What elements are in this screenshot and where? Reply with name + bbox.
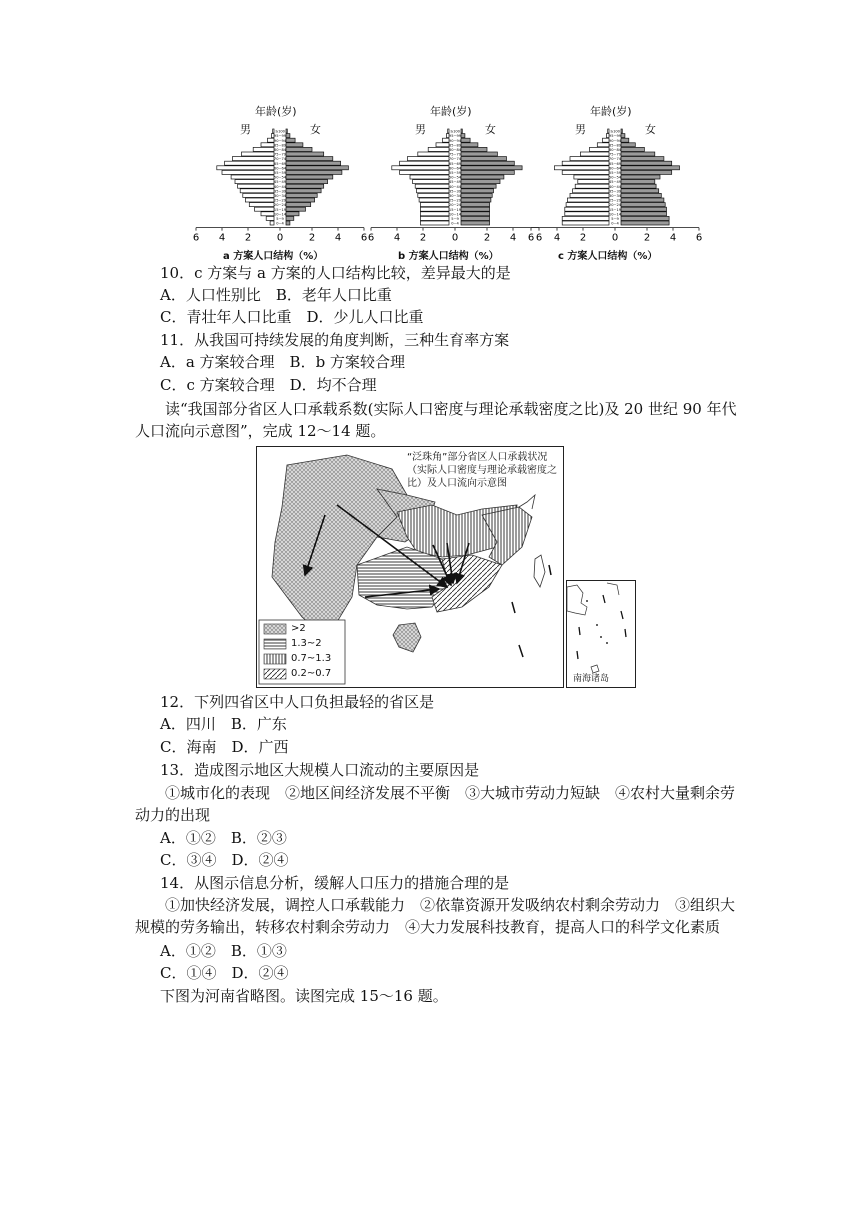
female-bar — [286, 170, 342, 174]
x-tick-label: 4 — [334, 232, 342, 244]
age-group-label: 75~79 — [273, 152, 287, 157]
male-bar — [240, 189, 274, 193]
male-bar — [597, 143, 609, 147]
legend-item-4: 0.2~0.7 — [291, 668, 332, 679]
male-bar — [420, 216, 449, 220]
male-bar — [573, 189, 609, 193]
female-bar — [621, 198, 664, 202]
male-bar — [567, 198, 609, 202]
pyramid-a-caption: a 方案人口结构（%） — [223, 251, 324, 262]
age-group-label: ≥100 — [450, 129, 460, 134]
female-bar — [621, 157, 664, 161]
age-group-label: 85~89 — [608, 143, 622, 148]
female-bar — [286, 129, 287, 133]
male-bar — [575, 184, 609, 188]
age-group-label: 20~24 — [608, 203, 622, 208]
q13-statements: ①城市化的表现 ②地区间经济发展不平衡 ③大城市劳动力短缺 ④农村大量剩余劳动力的出现 — [135, 784, 736, 824]
x-tick-label: 6 — [192, 232, 200, 244]
female-bar — [621, 203, 665, 207]
female-bar — [621, 216, 669, 220]
x-tick-label: 0 — [451, 232, 459, 244]
age-group-label: 30~34 — [273, 194, 287, 198]
male-bar — [255, 207, 275, 211]
age-group-label: 30~34 — [448, 194, 462, 198]
age-group-label: 45~49 — [273, 180, 287, 185]
male-bar — [270, 221, 274, 225]
female-bar — [461, 212, 490, 216]
male-bar — [225, 161, 274, 165]
female-bar — [461, 221, 490, 225]
age-group-label: 5~9 — [611, 217, 619, 221]
male-bar — [413, 180, 449, 184]
female-bar — [461, 198, 491, 202]
x-tick-label: 2 — [483, 232, 491, 244]
x-tick-label: 0 — [611, 232, 619, 244]
age-group-label: 20~24 — [273, 203, 287, 208]
female-bar — [286, 212, 299, 216]
x-tick-label: 2 — [308, 232, 316, 244]
female-bar — [286, 175, 333, 179]
q13-options-row1: A．①② B．②③ — [160, 829, 287, 847]
male-bar — [238, 184, 274, 188]
pyramid-c — [527, 103, 703, 263]
age-group-label: 10~14 — [448, 212, 462, 217]
male-label: 男 — [240, 123, 251, 136]
female-bar — [286, 161, 341, 165]
male-bar — [261, 143, 274, 147]
female-label: 女 — [645, 123, 656, 136]
age-axis-label: 年龄(岁) — [590, 105, 632, 118]
male-bar — [400, 161, 449, 165]
female-bar — [461, 147, 487, 151]
female-bar — [461, 143, 478, 147]
age-group-label: 80~84 — [273, 148, 287, 152]
x-tick-label: 4 — [669, 232, 677, 244]
male-bar — [590, 147, 610, 151]
age-group-label: 70~74 — [608, 157, 622, 162]
q10-options-row1: A．人口性别比 B．老年人口比重 — [160, 286, 392, 304]
male-bar — [249, 203, 274, 207]
female-bar — [621, 221, 669, 225]
q11-stem: 11．从我国可持续发展的角度判断，三种生育率方案 — [160, 331, 510, 349]
male-bar — [407, 157, 449, 161]
male-label: 男 — [575, 123, 586, 136]
age-group-label: 70~74 — [273, 157, 287, 162]
age-group-label: 80~84 — [608, 148, 622, 152]
female-bar — [461, 170, 514, 174]
intro-12-14: 读“我国部分省区人口承载系数(实际人口密度与理论承载密度之比)及 20 世纪 90 年代人口流向示意图”，完成 12～14 题。 — [135, 400, 737, 440]
female-bar — [621, 170, 672, 174]
male-bar — [554, 166, 609, 170]
age-group-label: 35~39 — [608, 189, 622, 194]
x-tick-label: 6 — [527, 232, 535, 244]
age-group-label: 65~69 — [608, 161, 622, 166]
q11-options-row1: A．a 方案较合理 B．b 方案较合理 — [160, 353, 405, 371]
age-group-label: 70~74 — [448, 157, 462, 162]
x-tick-label: 2 — [419, 232, 427, 244]
age-group-label: 35~39 — [448, 189, 462, 194]
age-axis-label: 年龄(岁) — [255, 105, 297, 118]
age-group-label: 95~99 — [608, 134, 622, 139]
population-map — [256, 446, 564, 688]
x-tick-label: 6 — [367, 232, 375, 244]
age-group-label: 30~34 — [608, 194, 622, 198]
male-bar — [243, 193, 274, 197]
male-bar — [231, 175, 274, 179]
age-group-label: 40~44 — [448, 184, 462, 189]
age-group-label: 5~9 — [276, 217, 284, 221]
female-bar — [621, 147, 644, 151]
age-group-label: 25~29 — [608, 198, 622, 203]
age-group-label: 10~14 — [608, 212, 622, 217]
male-bar — [222, 170, 274, 174]
male-bar — [217, 166, 274, 170]
female-bar — [621, 134, 625, 138]
female-bar — [461, 207, 490, 211]
female-bar — [286, 147, 312, 151]
pyramid-a — [192, 103, 368, 263]
female-bar — [621, 152, 655, 156]
age-group-label: 55~59 — [608, 171, 622, 175]
male-bar — [273, 129, 274, 133]
pyramid-c-caption: c 方案人口结构（%） — [558, 251, 658, 262]
age-group-label: 25~29 — [448, 198, 462, 203]
male-bar — [392, 166, 449, 170]
x-tick-label: 6 — [535, 232, 543, 244]
x-tick-label: 4 — [509, 232, 517, 244]
age-group-label: 60~64 — [273, 166, 287, 171]
age-group-label: ≥100 — [610, 129, 620, 134]
male-bar — [566, 203, 609, 207]
age-group-label: 10~14 — [273, 212, 287, 217]
q13-options-row2: C．③④ D．②④ — [160, 851, 289, 869]
female-bar — [621, 161, 672, 165]
female-bar — [286, 207, 306, 211]
female-bar — [461, 189, 494, 193]
age-group-label: 40~44 — [608, 184, 622, 189]
male-bar — [420, 203, 449, 207]
male-bar — [400, 170, 449, 174]
female-bar — [286, 184, 324, 188]
female-bar — [286, 216, 294, 220]
q14-options-row2: C．①④ D．②④ — [160, 964, 289, 982]
female-bar — [621, 175, 660, 179]
female-bar — [286, 152, 324, 156]
female-bar — [621, 166, 680, 170]
x-tick-label: 2 — [579, 232, 587, 244]
female-bar — [461, 134, 465, 138]
female-bar — [286, 189, 321, 193]
age-group-label: 90~94 — [448, 138, 462, 143]
female-bar — [621, 212, 667, 216]
male-bar — [418, 152, 449, 156]
q14-options-row1: A．①② B．①③ — [160, 942, 287, 960]
male-bar — [242, 152, 275, 156]
male-bar — [419, 198, 449, 202]
female-bar — [461, 157, 507, 161]
female-bar — [286, 198, 315, 202]
age-group-label: 95~99 — [273, 134, 287, 139]
q12-options-row1: A．四川 B．广东 — [160, 715, 287, 733]
x-tick-label: 6 — [695, 232, 703, 244]
age-group-label: 20~24 — [448, 203, 462, 208]
age-group-label: 35~39 — [273, 189, 287, 194]
female-bar — [621, 193, 661, 197]
x-tick-label: 4 — [393, 232, 401, 244]
female-bar — [621, 184, 656, 188]
female-bar — [286, 134, 290, 138]
female-bar — [461, 175, 504, 179]
intro-15-16: 下图为河南省略图。读图完成 15～16 题。 — [160, 987, 448, 1005]
female-bar — [286, 221, 290, 225]
female-bar — [286, 203, 311, 207]
female-bar — [461, 216, 490, 220]
age-group-label: 0~4 — [276, 221, 284, 226]
female-bar — [461, 138, 470, 142]
age-group-label: 55~59 — [273, 171, 287, 175]
female-bar — [461, 203, 490, 207]
pyramid-b — [367, 103, 543, 263]
age-group-label: 65~69 — [448, 161, 462, 166]
male-bar — [245, 198, 274, 202]
male-bar — [570, 193, 609, 197]
age-group-label: 25~29 — [273, 198, 287, 203]
age-group-label: 90~94 — [273, 138, 287, 143]
female-bar — [461, 161, 514, 165]
age-group-label: 45~49 — [448, 180, 462, 185]
female-bar — [461, 166, 522, 170]
inset-drawing — [567, 581, 635, 687]
age-group-label: 80~84 — [448, 148, 462, 152]
female-bar — [286, 166, 348, 170]
female-bar — [461, 180, 500, 184]
age-group-label: 15~19 — [448, 207, 462, 212]
age-group-label: 50~54 — [448, 175, 462, 180]
male-bar — [574, 175, 609, 179]
female-bar — [286, 157, 333, 161]
age-group-label: 40~44 — [273, 184, 287, 189]
female-bar — [621, 180, 655, 184]
male-bar — [253, 147, 274, 151]
age-group-label: 95~99 — [448, 134, 462, 139]
pyramid-a-chart — [192, 123, 368, 248]
x-tick-label: 2 — [643, 232, 651, 244]
male-bar — [578, 180, 609, 184]
male-bar — [415, 184, 449, 188]
age-group-label: ≥100 — [275, 129, 285, 134]
age-group-label: 15~19 — [273, 207, 287, 212]
inset-label: 南海诸岛 — [573, 674, 610, 684]
map-title: “泛珠角”部分省区人口承载状况（实际人口密度与理论承载密度之比）及人口流向示意图 — [407, 452, 557, 489]
female-bar — [461, 193, 492, 197]
male-bar — [562, 170, 609, 174]
q12-stem: 12．下列四省区中人口负担最轻的省区是 — [160, 693, 435, 711]
female-bar — [286, 143, 303, 147]
south-china-sea-inset — [566, 580, 636, 688]
female-bar — [621, 143, 635, 147]
male-bar — [580, 152, 609, 156]
age-group-label: 75~79 — [608, 152, 622, 157]
age-group-label: 50~54 — [273, 175, 287, 180]
female-bar — [621, 129, 622, 133]
female-label: 女 — [310, 123, 321, 136]
male-bar — [436, 143, 449, 147]
female-bar — [621, 189, 659, 193]
male-bar — [417, 189, 450, 193]
age-group-label: 45~49 — [608, 180, 622, 185]
age-group-label: 75~79 — [448, 152, 462, 157]
male-bar — [420, 212, 449, 216]
age-group-label: 85~89 — [448, 143, 462, 148]
pyramid-b-caption: b 方案人口结构（%） — [398, 251, 499, 262]
age-group-label: 0~4 — [451, 221, 459, 226]
female-bar — [286, 180, 328, 184]
q13-stem: 13．造成图示地区大规模人口流动的主要原因是 — [160, 761, 480, 779]
q14-statements: ①加快经济发展，调控人口承载能力 ②依靠资源开发吸纳农村剩余劳动力 ③组织大规模的劳务输出，转移农村剩余劳动力 ④大力发展科技教育，提高人口的科学文化素质 — [135, 896, 736, 936]
q11-options-row2: C．c 方案较合理 D．均不合理 — [160, 376, 377, 394]
male-bar — [266, 216, 274, 220]
female-bar — [286, 138, 295, 142]
pyramid-b-chart — [367, 123, 543, 248]
male-bar — [232, 157, 274, 161]
x-tick-label: 6 — [360, 232, 368, 244]
male-bar — [565, 207, 609, 211]
male-bar — [562, 161, 609, 165]
q10-stem: 10．c 方案与 a 方案的人口结构比较，差异最大的是 — [160, 264, 511, 282]
male-bar — [562, 221, 609, 225]
female-bar — [461, 152, 497, 156]
female-bar — [621, 207, 667, 211]
age-group-label: 50~54 — [608, 175, 622, 180]
male-bar — [570, 157, 609, 161]
male-bar — [565, 212, 609, 216]
q12-options-row2: C．海南 D．广西 — [160, 738, 289, 756]
male-bar — [261, 212, 274, 216]
male-bar — [448, 129, 449, 133]
male-bar — [420, 207, 449, 211]
x-tick-label: 4 — [218, 232, 226, 244]
q10-options-row2: C．青壮年人口比重 D．少儿人口比重 — [160, 308, 424, 326]
age-group-label: 60~64 — [608, 166, 622, 171]
male-bar — [418, 193, 449, 197]
legend-item-3: 0.7~1.3 — [291, 653, 332, 664]
age-group-label: 15~19 — [608, 207, 622, 212]
female-bar — [621, 138, 629, 142]
age-group-label: 5~9 — [451, 217, 459, 221]
age-group-label: 65~69 — [273, 161, 287, 166]
female-label: 女 — [485, 123, 496, 136]
age-group-label: 55~59 — [448, 171, 462, 175]
male-bar — [235, 180, 274, 184]
pyramid-c-chart — [527, 123, 703, 248]
age-group-label: 0~4 — [611, 221, 619, 226]
age-group-label: 60~64 — [448, 166, 462, 171]
male-bar — [410, 175, 449, 179]
female-bar — [461, 184, 496, 188]
male-bar — [608, 129, 609, 133]
female-bar — [286, 193, 317, 197]
male-bar — [562, 216, 609, 220]
age-group-label: 90~94 — [608, 138, 622, 143]
x-tick-label: 2 — [244, 232, 252, 244]
legend-item-2: 1.3~2 — [291, 638, 322, 649]
female-bar — [461, 129, 462, 133]
male-label: 男 — [415, 123, 426, 136]
x-tick-label: 4 — [553, 232, 561, 244]
legend-item-1: >2 — [291, 623, 306, 634]
male-bar — [420, 221, 449, 225]
age-axis-label: 年龄(岁) — [430, 105, 472, 118]
male-bar — [428, 147, 449, 151]
x-tick-label: 0 — [276, 232, 284, 244]
q14-stem: 14．从图示信息分析，缓解人口压力的措施合理的是 — [160, 874, 510, 892]
age-group-label: 85~89 — [273, 143, 287, 148]
